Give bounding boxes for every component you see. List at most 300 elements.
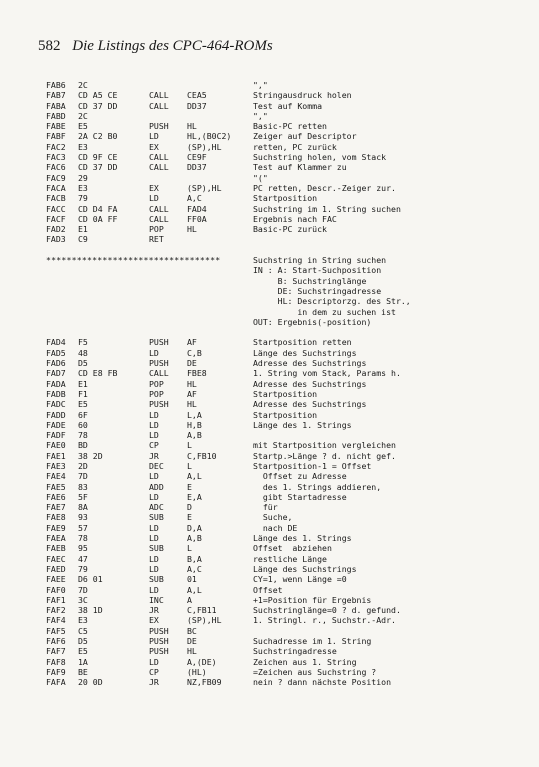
opcode-bytes: 47 <box>78 553 88 564</box>
operand: HL <box>187 646 197 657</box>
comment: =Zeichen aus Suchstring ? <box>253 666 377 677</box>
address: FADD <box>46 409 66 420</box>
code-line <box>46 595 526 605</box>
operand: CE9F <box>187 152 207 163</box>
operand: A,B <box>187 430 202 441</box>
operand: FAD4 <box>187 203 207 214</box>
address: FACC <box>46 203 66 214</box>
address: FAF6 <box>46 636 66 647</box>
comment: Länge des 1. Strings <box>253 419 352 430</box>
opcode-bytes: F5 <box>78 337 88 348</box>
code-line <box>46 214 526 224</box>
code-line <box>46 451 526 461</box>
operand: (SP),HL <box>187 141 222 152</box>
mnemonic: INC <box>149 594 164 605</box>
comment: 1. String vom Stack, Params h. <box>253 368 401 379</box>
operand: DD37 <box>187 162 207 173</box>
mnemonic: LD <box>149 563 159 574</box>
spec-line <box>46 265 526 275</box>
opcode-bytes: E5 <box>78 646 88 657</box>
spec-text: OUT: Ergebnis(-position) <box>253 316 372 327</box>
address: FACA <box>46 182 66 193</box>
address: FAE1 <box>46 450 66 461</box>
opcode-bytes: 38 2D <box>78 450 103 461</box>
opcode-bytes: C9 <box>78 234 88 245</box>
mnemonic: LD <box>149 419 159 430</box>
operand: (HL) <box>187 666 207 677</box>
operand: A,L <box>187 584 202 595</box>
spec-line <box>46 276 526 286</box>
opcode-bytes: 38 1D <box>78 605 103 616</box>
code-line <box>46 564 526 574</box>
comment: Zeiger auf Descriptor <box>253 131 357 142</box>
address: FAE3 <box>46 460 66 471</box>
mnemonic: EX <box>149 182 159 193</box>
comment: Suchstringadresse <box>253 646 337 657</box>
operand: AF <box>187 337 197 348</box>
address: FAFA <box>46 677 66 688</box>
comment: Suchstring holen, vom Stack <box>253 152 387 163</box>
mnemonic: LD <box>149 522 159 533</box>
opcode-bytes: CD 9F CE <box>78 152 118 163</box>
code-line <box>46 162 526 172</box>
code-line <box>46 636 526 646</box>
address: FAC9 <box>46 172 66 183</box>
code-line <box>46 677 526 687</box>
comment: Offset abziehen <box>253 543 332 554</box>
address: FACF <box>46 213 66 224</box>
address: FAD5 <box>46 347 66 358</box>
code-line <box>46 430 526 440</box>
spec-line <box>46 296 526 306</box>
comment: gibt Startadresse <box>253 491 347 502</box>
opcode-bytes: CD E8 FB <box>78 368 118 379</box>
code-line <box>46 482 526 492</box>
comment: Startposition-1 = Offset <box>253 460 372 471</box>
comment: Länge des Suchstrings <box>253 563 357 574</box>
address: FABD <box>46 110 66 121</box>
opcode-bytes: BD <box>78 440 88 451</box>
opcode-bytes: 2C <box>78 110 88 121</box>
code-line <box>46 461 526 471</box>
opcode-bytes: E3 <box>78 615 88 626</box>
page-title: Die Listings des CPC-464-ROMs <box>72 38 273 54</box>
opcode-bytes: 79 <box>78 193 88 204</box>
mnemonic: CALL <box>149 152 169 163</box>
address: FAF9 <box>46 666 66 677</box>
assembly-listing <box>46 80 526 688</box>
listing-block-1 <box>46 80 526 245</box>
mnemonic: CALL <box>149 100 169 111</box>
code-line <box>46 337 526 347</box>
mnemonic: PUSH <box>149 636 169 647</box>
operand: HL <box>187 399 197 410</box>
opcode-bytes: 2A C2 B0 <box>78 131 118 142</box>
address: FAB6 <box>46 80 66 90</box>
code-line <box>46 193 526 203</box>
address: FAF5 <box>46 625 66 636</box>
comment: Ergebnis nach FAC <box>253 213 337 224</box>
address: FAE8 <box>46 512 66 523</box>
address: FAF1 <box>46 594 66 605</box>
operand: DD37 <box>187 100 207 111</box>
mnemonic: LD <box>149 533 159 544</box>
opcode-bytes: 60 <box>78 419 88 430</box>
code-line <box>46 512 526 522</box>
code-line <box>46 131 526 141</box>
address: FAF4 <box>46 615 66 626</box>
mnemonic: SUB <box>149 512 164 523</box>
opcode-bytes: 57 <box>78 522 88 533</box>
opcode-bytes: 48 <box>78 347 88 358</box>
comment: "(" <box>253 172 268 183</box>
mnemonic: PUSH <box>149 358 169 369</box>
spec-line <box>46 317 526 327</box>
code-line <box>46 234 526 244</box>
opcode-bytes: 78 <box>78 430 88 441</box>
comment: nein ? dann nächste Position <box>253 677 392 688</box>
code-line <box>46 502 526 512</box>
opcode-bytes: 5F <box>78 491 88 502</box>
code-line <box>46 605 526 615</box>
mnemonic: CALL <box>149 368 169 379</box>
routine-spec-block <box>46 255 526 327</box>
operand: BC <box>187 625 197 636</box>
operand: L <box>187 543 192 554</box>
code-line <box>46 420 526 430</box>
opcode-bytes: E3 <box>78 141 88 152</box>
address: FAD7 <box>46 368 66 379</box>
comment: Länge des Suchstrings <box>253 347 357 358</box>
operand: D <box>187 502 192 513</box>
code-line <box>46 358 526 368</box>
opcode-bytes: BE <box>78 666 88 677</box>
address: FAD3 <box>46 234 66 245</box>
opcode-bytes: E3 <box>78 182 88 193</box>
comment: CY=1, wenn Länge =0 <box>253 574 347 585</box>
code-line <box>46 173 526 183</box>
address: FADF <box>46 430 66 441</box>
operand: E,A <box>187 491 202 502</box>
opcode-bytes: E5 <box>78 399 88 410</box>
comment: Suche, <box>253 512 293 523</box>
opcode-bytes: CD 37 DD <box>78 100 118 111</box>
mnemonic: CALL <box>149 90 169 101</box>
code-line <box>46 657 526 667</box>
comment: Adresse des Suchstrings <box>253 358 367 369</box>
address: FAEB <box>46 543 66 554</box>
mnemonic: EX <box>149 141 159 152</box>
operand: AF <box>187 388 197 399</box>
mnemonic: SUB <box>149 574 164 585</box>
address: FAE0 <box>46 440 66 451</box>
mnemonic: SUB <box>149 543 164 554</box>
operand: A,C <box>187 193 202 204</box>
mnemonic: CALL <box>149 203 169 214</box>
opcode-bytes: 6F <box>78 409 88 420</box>
code-line <box>46 646 526 656</box>
opcode-bytes: 93 <box>78 512 88 523</box>
operand: B,A <box>187 553 202 564</box>
mnemonic: LD <box>149 553 159 564</box>
operand: DE <box>187 358 197 369</box>
code-line <box>46 410 526 420</box>
comment: für <box>253 502 278 513</box>
address: FABA <box>46 100 66 111</box>
operand: A,L <box>187 471 202 482</box>
mnemonic: ADD <box>149 481 164 492</box>
operand: NZ,FB09 <box>187 677 222 688</box>
mnemonic: PUSH <box>149 646 169 657</box>
code-line <box>46 615 526 625</box>
address: FAB7 <box>46 90 66 101</box>
code-line <box>46 626 526 636</box>
address: FAE9 <box>46 522 66 533</box>
mnemonic: POP <box>149 388 164 399</box>
code-line <box>46 348 526 358</box>
address: FABE <box>46 121 66 132</box>
comment: Suchstring im 1. String suchen <box>253 203 401 214</box>
operand: 01 <box>187 574 197 585</box>
mnemonic: LD <box>149 430 159 441</box>
address: FAEA <box>46 533 66 544</box>
opcode-bytes: CD D4 FA <box>78 203 118 214</box>
operand: C,FB10 <box>187 450 217 461</box>
operand: A,C <box>187 563 202 574</box>
address: FADE <box>46 419 66 430</box>
mnemonic: ADC <box>149 502 164 513</box>
spec-line <box>46 307 526 317</box>
mnemonic: PUSH <box>149 121 169 132</box>
opcode-bytes: 8A <box>78 502 88 513</box>
opcode-bytes: 1A <box>78 656 88 667</box>
comment: Offset zu Adresse <box>253 471 347 482</box>
comment: mit Startposition vergleichen <box>253 440 396 451</box>
mnemonic: PUSH <box>149 625 169 636</box>
mnemonic: LD <box>149 193 159 204</box>
comment: Startposition <box>253 193 318 204</box>
comment: retten, PC zurück <box>253 141 337 152</box>
operand: FBE8 <box>187 368 207 379</box>
address: FAF2 <box>46 605 66 616</box>
operand: H,B <box>187 419 202 430</box>
opcode-bytes: 3C <box>78 594 88 605</box>
code-line <box>46 183 526 193</box>
comment: Basic-PC retten <box>253 121 327 132</box>
mnemonic: PUSH <box>149 399 169 410</box>
address: FAEE <box>46 574 66 585</box>
comment: Suchadresse im 1. String <box>253 636 372 647</box>
comment: nach DE <box>253 522 298 533</box>
address: FAE7 <box>46 502 66 513</box>
opcode-bytes: 95 <box>78 543 88 554</box>
comment: "," <box>253 110 268 121</box>
comment: "," <box>253 80 268 90</box>
opcode-bytes: 2D <box>78 460 88 471</box>
code-line <box>46 667 526 677</box>
address: FAD4 <box>46 337 66 348</box>
comment: Suchstringlänge=0 ? d. gefund. <box>253 605 401 616</box>
comment: Test auf Komma <box>253 100 323 111</box>
comment: +1=Position für Ergebnis <box>253 594 372 605</box>
operand: L <box>187 440 192 451</box>
mnemonic: CALL <box>149 213 169 224</box>
mnemonic: CP <box>149 440 159 451</box>
code-line <box>46 554 526 564</box>
code-line <box>46 533 526 543</box>
comment: Startp.>Länge ? d. nicht gef. <box>253 450 396 461</box>
page-number: 582 <box>38 38 61 54</box>
opcode-bytes: E1 <box>78 378 88 389</box>
operand: C,B <box>187 347 202 358</box>
operand: DE <box>187 636 197 647</box>
mnemonic: LD <box>149 347 159 358</box>
operand: HL <box>187 224 197 235</box>
comment: restliche Länge <box>253 553 327 564</box>
opcode-bytes: 79 <box>78 563 88 574</box>
operand: HL <box>187 378 197 389</box>
code-line <box>46 80 526 90</box>
mnemonic: LD <box>149 491 159 502</box>
operand: HL,(B0C2) <box>187 131 232 142</box>
opcode-bytes: CD 37 DD <box>78 162 118 173</box>
comment: Länge des 1. Strings <box>253 533 352 544</box>
code-line <box>46 389 526 399</box>
comment: Test auf Klammer zu <box>253 162 347 173</box>
operand: HL <box>187 121 197 132</box>
comment: Startposition <box>253 388 318 399</box>
code-line <box>46 101 526 111</box>
address: FADA <box>46 378 66 389</box>
mnemonic: EX <box>149 615 159 626</box>
code-line <box>46 440 526 450</box>
mnemonic: RET <box>149 234 164 245</box>
operand: A,(DE) <box>187 656 217 667</box>
address: FAE4 <box>46 471 66 482</box>
code-line <box>46 379 526 389</box>
mnemonic: LD <box>149 584 159 595</box>
code-line <box>46 523 526 533</box>
listing-block-2 <box>46 337 526 687</box>
code-line <box>46 224 526 234</box>
page-header <box>38 38 273 55</box>
address: FABF <box>46 131 66 142</box>
operand: C,FB11 <box>187 605 217 616</box>
comment: Startposition retten <box>253 337 352 348</box>
mnemonic: JR <box>149 677 159 688</box>
mnemonic: LD <box>149 131 159 142</box>
opcode-bytes: 7D <box>78 471 88 482</box>
code-line <box>46 399 526 409</box>
address: FAC3 <box>46 152 66 163</box>
comment: Basic-PC zurück <box>253 224 327 235</box>
operand: CEA5 <box>187 90 207 101</box>
comment: 1. Stringl. r., Suchstr.-Adr. <box>253 615 396 626</box>
opcode-bytes: 20 0D <box>78 677 103 688</box>
code-line <box>46 585 526 595</box>
address: FAED <box>46 563 66 574</box>
mnemonic: JR <box>149 450 159 461</box>
comment: des 1. Strings addieren, <box>253 481 382 492</box>
mnemonic: JR <box>149 605 159 616</box>
code-line <box>46 471 526 481</box>
code-line <box>46 142 526 152</box>
operand: FF0A <box>187 213 207 224</box>
spec-text: in dem zu suchen ist <box>253 306 396 317</box>
code-line <box>46 152 526 162</box>
address: FAC2 <box>46 141 66 152</box>
code-line <box>46 368 526 378</box>
comment: Startposition <box>253 409 318 420</box>
mnemonic: DEC <box>149 460 164 471</box>
mnemonic: LD <box>149 409 159 420</box>
spec-text: DE: Suchstringadresse <box>253 285 382 296</box>
opcode-bytes: E5 <box>78 121 88 132</box>
opcode-bytes: 78 <box>78 533 88 544</box>
address: FAC6 <box>46 162 66 173</box>
opcode-bytes: F1 <box>78 388 88 399</box>
operand: A,B <box>187 533 202 544</box>
comment: Stringausdruck holen <box>253 90 352 101</box>
mnemonic: POP <box>149 224 164 235</box>
opcode-bytes: CD 0A FF <box>78 213 118 224</box>
operand: L <box>187 460 192 471</box>
operand: E <box>187 481 192 492</box>
mnemonic: LD <box>149 471 159 482</box>
opcode-bytes: D6 01 <box>78 574 103 585</box>
opcode-bytes: 29 <box>78 172 88 183</box>
operand: L,A <box>187 409 202 420</box>
address: FAE6 <box>46 491 66 502</box>
code-line <box>46 111 526 121</box>
opcode-bytes: D5 <box>78 358 88 369</box>
comment: PC retten, Descr.-Zeiger zur. <box>253 182 396 193</box>
code-line <box>46 574 526 584</box>
operand: A <box>187 594 192 605</box>
spec-text: B: Suchstringlänge <box>253 275 367 286</box>
opcode-bytes: 83 <box>78 481 88 492</box>
address: FAF0 <box>46 584 66 595</box>
code-line <box>46 121 526 131</box>
opcode-bytes: CD A5 CE <box>78 90 118 101</box>
address: FAF8 <box>46 656 66 667</box>
address: FAE5 <box>46 481 66 492</box>
opcode-bytes: 2C <box>78 80 88 90</box>
address: FADB <box>46 388 66 399</box>
spec-line <box>46 255 526 265</box>
code-line <box>46 543 526 553</box>
mnemonic: CP <box>149 666 159 677</box>
mnemonic: LD <box>149 656 159 667</box>
address: FAD6 <box>46 358 66 369</box>
comment: Zeichen aus 1. String <box>253 656 357 667</box>
separator-stars: ********************************** <box>46 255 221 266</box>
opcode-bytes: D5 <box>78 636 88 647</box>
address: FAEC <box>46 553 66 564</box>
operand: D,A <box>187 522 202 533</box>
comment: Offset <box>253 584 283 595</box>
address: FADC <box>46 399 66 410</box>
spec-text: IN : A: Start-Suchposition <box>253 265 382 276</box>
code-line <box>46 204 526 214</box>
opcode-bytes: 7D <box>78 584 88 595</box>
mnemonic: CALL <box>149 162 169 173</box>
comment: Adresse des Suchstrings <box>253 378 367 389</box>
spec-line <box>46 286 526 296</box>
mnemonic: PUSH <box>149 337 169 348</box>
mnemonic: POP <box>149 378 164 389</box>
code-line <box>46 90 526 100</box>
